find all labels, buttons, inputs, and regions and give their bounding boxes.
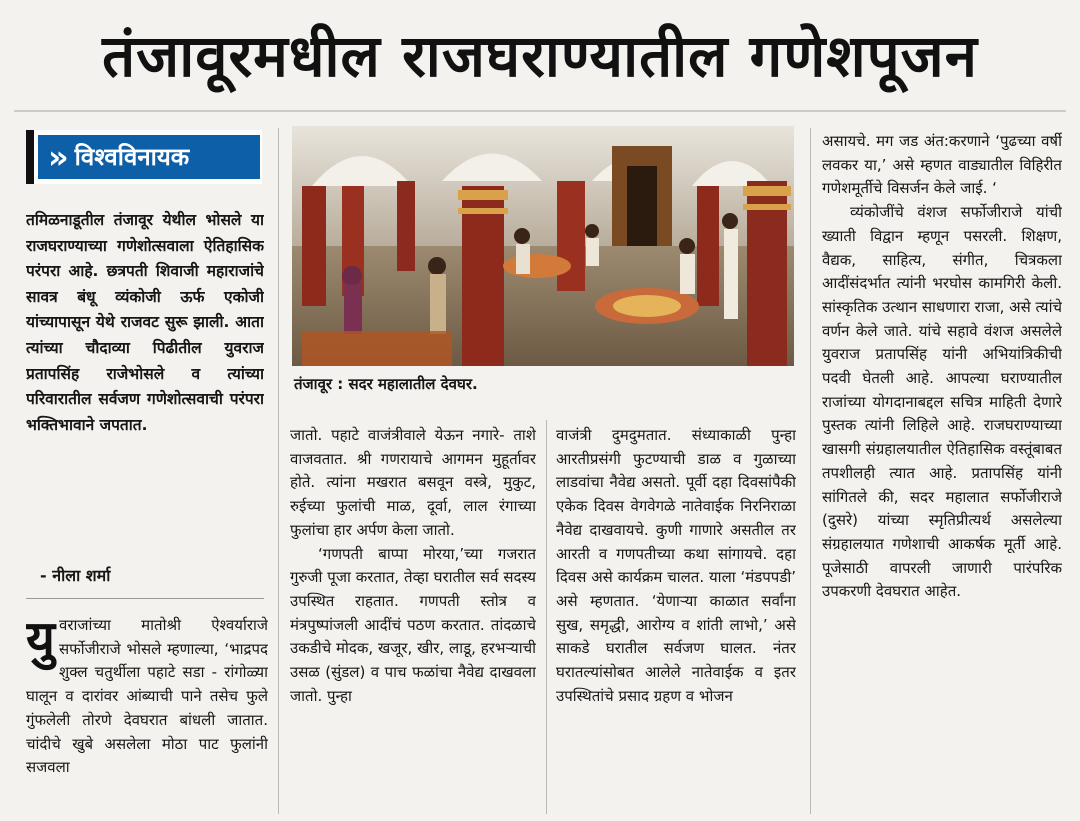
photo-caption: तंजावूर : सदर महालातील देवघर. <box>294 375 478 393</box>
body-column-3-text: वाजंत्री दुमदुमतात. संध्याकाळी पुन्हा आरतीप्रसंगी फुटण्याची डाळ व गुळाच्या लाडवांचा नैवेद्य असतो. पूर्वी दहा दिवसांपैकी एकेक दिवस वेगवेगळे नातेवाईक निरनिराळा नैवेद्य दाखवायचे. कुणी गाणारे असतील तर आरती व गणपतीच्या कथा सांगायचे. दहा दिवस असे कार्यक्रम चालत. याला ‘मंडपपडी’ असे म्हणतात. ‘येणाऱ्या काळात सर्वांना सुख, समृद्धी, आरोग्य व शांती लाभो,’ असे साकडे घरातील सर्वजण घालत. नंतर घरातल्यांसोबत आलेले नातेवाईक व इतर उपस्थितांचे प्रसाद ग्रहण व भोजन <box>556 426 796 705</box>
section-tag-box <box>38 135 260 179</box>
column-divider <box>546 420 547 814</box>
byline: - नीला शर्मा <box>40 566 111 585</box>
headline-divider <box>14 110 1066 112</box>
column-divider <box>810 128 811 814</box>
body-column-2 <box>290 424 536 810</box>
section-tag <box>26 130 262 184</box>
body-column-2-para-2: ‘गणपती बाप्पा मोरया,’च्या गजरात गुरुजी पूजा करतात, तेव्हा घरातील सर्व सदस्य उपस्थित राहतात. गणपती स्तोत्र व मंत्रपुष्पांजली आदींचं पठण करतात. तांदळाचे उकडीचे मोदक, खजूर, खीर, लाडू, हरभऱ्याची उसळ (सुंडल) व पाच फळांचा नैवेद्य दाखवला जातो. पुन्हा <box>290 544 536 705</box>
body-column-4-para-1: असायचे. मग जड अंत:करणाने ‘पुढच्या वर्षी लवकर या,’ असे म्हणत वाड्यातील विहिरीत गणेशमूर्तीचे विसर्जन केले जाई. ‘ <box>822 132 1062 198</box>
photo-illustration <box>292 126 794 366</box>
body-column-3 <box>556 424 796 810</box>
double-chevron-right-icon: » <box>48 138 69 176</box>
section-tag-label: विश्वविनायक <box>74 143 190 171</box>
headline: तंजावूरमधील राजघराण्यातील गणेशपूजन <box>102 22 978 90</box>
body-column-1 <box>26 614 268 814</box>
section-tag-bar <box>26 130 34 184</box>
byline-divider <box>26 598 264 599</box>
body-column-4-para-2: व्यंकोजींचे वंशज सर्फोजीराजे यांची ख्याती विद्वान म्हणून पसरली. शिक्षण, वैद्यक, साहित्य, संगीत, चित्रकला आदींसंदर्भात त्यांनी भरघोस कामगिरी केली. सांस्कृतिक उत्थान साधणारा राजा, असे त्यांचे वर्णन केले जाते. यांचे सहावे वंशज असलेले युवराज प्रतापसिंह यांनी अभियांत्रिकीची पदवी घेतली आहे. आपल्या घराण्यातील राजांच्या योगदानाबद्दल सचित्र माहिती देणारे पुस्तक त्यांनी लिहिले आहे. राजघराण्याच्या खासगी संग्रहालयातील ऐतिहासिक वस्तूंबाबत तपशीलही त्यात आहे. प्रतापसिंह यांनी सांगितले की, सदर महालात सर्फोजीराजे (दुसरे) यांच्या स्मृतिप्रीत्यर्थ असलेल्या संग्रहालयात गणेशाची आकर्षक मूर्ती आहे. पूजेसाठी वापरली जाणारी पारंपरिक उपकरणी देवघरात आहेत. <box>822 203 1062 601</box>
dropcap: यु <box>26 614 55 668</box>
body-column-1-text: वराजांच्या मातोश्री ऐश्वर्याराजे सर्फोजीराजे भोसले म्हणाल्या, ‘भाद्रपद शुक्ल चतुर्थीला पहाटे सडा - रांगोळ्या घालून व दारांवर आंब्याची पाने तसेच फुले गुंफलेली तोरणे देवघरात बांधली जातात. चांदीचे खुबे असलेला मोठा पाट फुलांनी सजवला <box>26 616 268 777</box>
column-divider <box>278 128 279 814</box>
body-column-4 <box>822 130 1062 810</box>
body-column-2-para-1: जातो. पहाटे वाजंत्रीवाले येऊन नगारे- ताशे वाजवतात. श्री गणरायाचे आगमन मुहूर्तावर होते. त्यांना मखरात बसवून वस्त्रे, मुकुट, रुईच्या फुलांची माळ, दूर्वा, लाल रंगाच्या फुलांचा हार अर्पण केला जातो. <box>290 426 536 539</box>
intro-text: तमिळनाडूतील तंजावूर येथील भोसले या राजघराण्याच्या गणेशोत्सवाला ऐतिहासिक परंपरा आहे. छत्रपती शिवाजी महाराजांचे सावत्र बंधू व्यंकोजी ऊर्फ एकोजी यांच्यापासून येथे राजवट सुरू झाली. आता त्यांच्या चौदाव्या पिढीतील युवराज प्रतापसिंह राजेभोसले व त्यांच्या परिवारातील सर्वजण गणेशोत्सवाची परंपरा भक्तिभावाने जपतात. <box>26 211 264 434</box>
temple-photo <box>292 126 794 366</box>
